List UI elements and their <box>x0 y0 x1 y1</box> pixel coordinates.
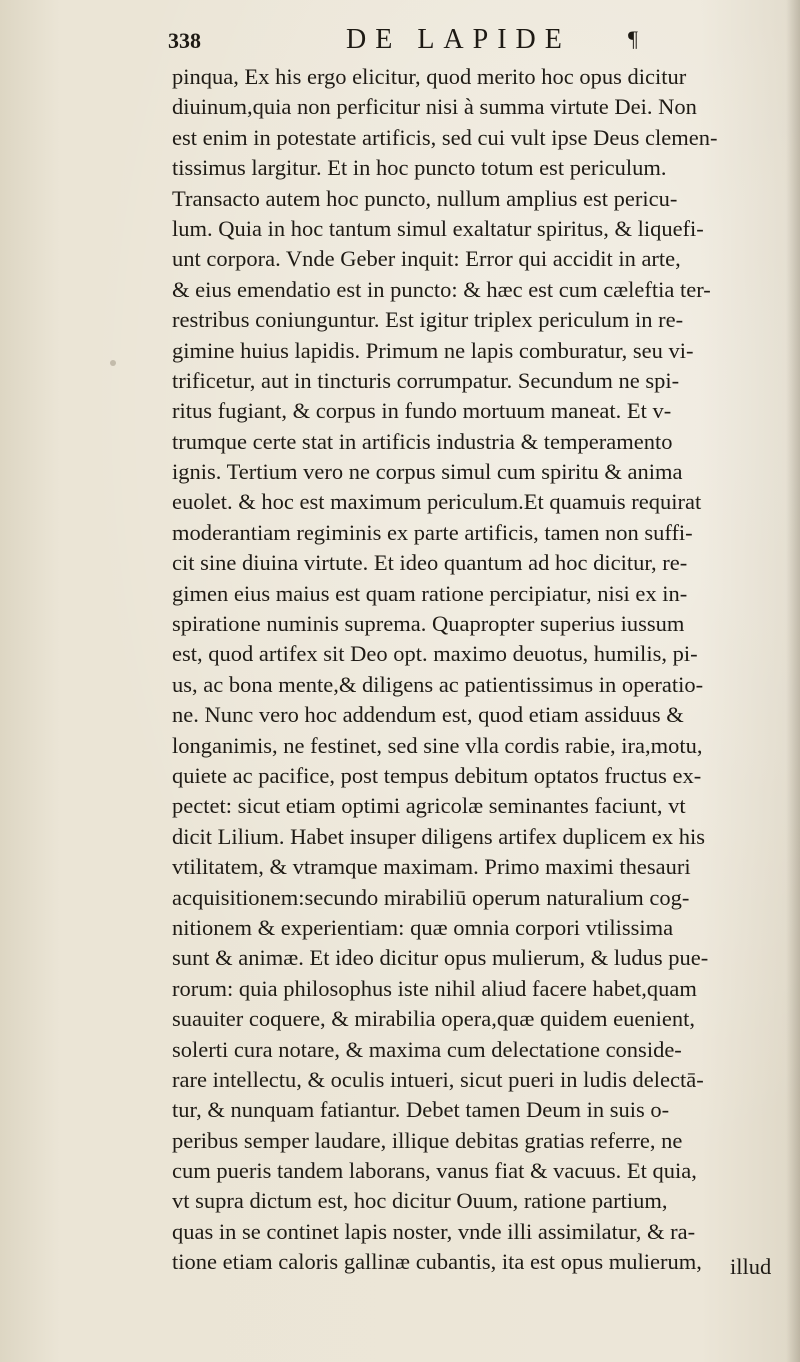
text-line: cit sine diuina virtute. Et ideo quantum ad hoc dicitur, re- <box>172 550 688 576</box>
text-line: quas in se continet lapis noster, vnde illi assimilatur, & ra- <box>172 1218 696 1244</box>
text-line: vt supra dictum est, hoc dicitur Ouum, ratione partium, <box>172 1188 668 1214</box>
text-line: diuinum,quia non perficitur nisi à summa virtute Dei. Non <box>172 94 697 120</box>
text-line: spiratione numinis suprema. Quapropter superius iussum <box>172 611 685 637</box>
text-line: Transacto autem hoc puncto, nullum amplius est pericu- <box>172 185 678 211</box>
text-line: rare intellectu, & oculis intueri, sicut pueri in ludis delectā- <box>172 1066 704 1092</box>
text-line: tur, & nunquam fatiantur. Debet tamen Deum in suis o- <box>172 1097 670 1123</box>
text-line: unt corpora. Vnde Geber inquit: Error qui accidit in arte, <box>172 246 681 272</box>
text-line: ritus fugiant, & corpus in fundo mortuum maneat. Et v- <box>172 398 672 424</box>
text-line: dicit Lilium. Habet insuper diligens artifex duplicem ex his <box>172 823 706 849</box>
text-line: us, ac bona mente,& diligens ac patientissimus in operatio- <box>172 671 704 697</box>
text-line: sunt & animæ. Et ideo dicitur opus mulierum, & ludus pue- <box>172 945 709 971</box>
text-line: suauiter coquere, & mirabilia opera,quæ quidem euenient, <box>172 1006 695 1032</box>
catchword: illud <box>730 1254 772 1279</box>
text-line: solerti cura notare, & maxima cum delectatione conside- <box>172 1036 682 1062</box>
text-line: tione etiam caloris gallinæ cubantis, ita est opus mulierum, <box>172 1249 702 1275</box>
text-line: ne. Nunc vero hoc addendum est, quod etiam assiduus & <box>172 702 684 728</box>
text-line: peribus semper laudare, illique debitas gratias referre, ne <box>172 1127 683 1153</box>
ink-spot <box>110 360 116 366</box>
page-edge-shadow <box>786 0 800 1362</box>
text-line: acquisitionem:secundo mirabiliū operum naturalium cog- <box>172 884 690 910</box>
text-line: trificetur, aut in tincturis corrumpatur. Secundum ne spi- <box>172 367 680 393</box>
text-line: cum pueris tandem laborans, vanus fiat & vacuus. Et quia, <box>172 1158 697 1184</box>
text-line: gimine huius lapidis. Primum ne lapis comburatur, seu vi- <box>172 337 694 363</box>
text-line: gimen eius maius est quam ratione percipiatur, nisi ex in- <box>172 580 688 606</box>
text-line: vtilitatem, & vtramque maximam. Primo maximi thesauri <box>172 854 691 880</box>
text-line: moderantiam regiminis ex parte artificis, tamen non suffi- <box>172 519 693 545</box>
page-number: 338 <box>168 28 201 53</box>
page-header <box>168 24 668 64</box>
text-line: ignis. Tertium vero ne corpus simul cum spiritu & anima <box>172 459 683 485</box>
text-line: & eius emendatio est in puncto: & hæc est cum cæleftia ter- <box>172 276 711 302</box>
text-line: longanimis, ne festinet, sed sine vlla cordis rabie, ira,motu, <box>172 732 703 758</box>
text-line: tissimus largitur. Et in hoc puncto totum est periculum. <box>172 155 667 181</box>
text-line: restribus coniunguntur. Est igitur triplex periculum in re- <box>172 307 684 333</box>
text-line: quiete ac pacifice, post tempus debitum optatos fructus ex- <box>172 762 702 788</box>
text-line: est, quod artifex sit Deo opt. maximo deuotus, humilis, pi- <box>172 641 698 667</box>
text-line: rorum: quia philosophus iste nihil aliud facere habet,quam <box>172 975 697 1001</box>
text-line: pinqua, Ex his ergo elicitur, quod merito hoc opus dicitur <box>172 64 687 89</box>
text-line: pectet: sicut etiam optimi agricolæ seminantes faciunt, vt <box>172 793 686 819</box>
running-title: DE LAPIDE <box>346 24 571 55</box>
text-line: est enim in potestate artificis, sed cui vult ipse Deus clemen- <box>172 124 718 150</box>
text-line: lum. Quia in hoc tantum simul exaltatur spiritus, & liquefi- <box>172 215 704 241</box>
text-line: nitionem & experientiam: quæ omnia corpori vtilissima <box>172 914 674 940</box>
text-line: trumque certe stat in artificis industria & temperamento <box>172 428 673 454</box>
text-line: euolet. & hoc est maximum periculum.Et quamuis requirat <box>172 489 702 515</box>
pilcrow-mark: ¶ <box>628 26 638 51</box>
body-text <box>172 62 792 1278</box>
